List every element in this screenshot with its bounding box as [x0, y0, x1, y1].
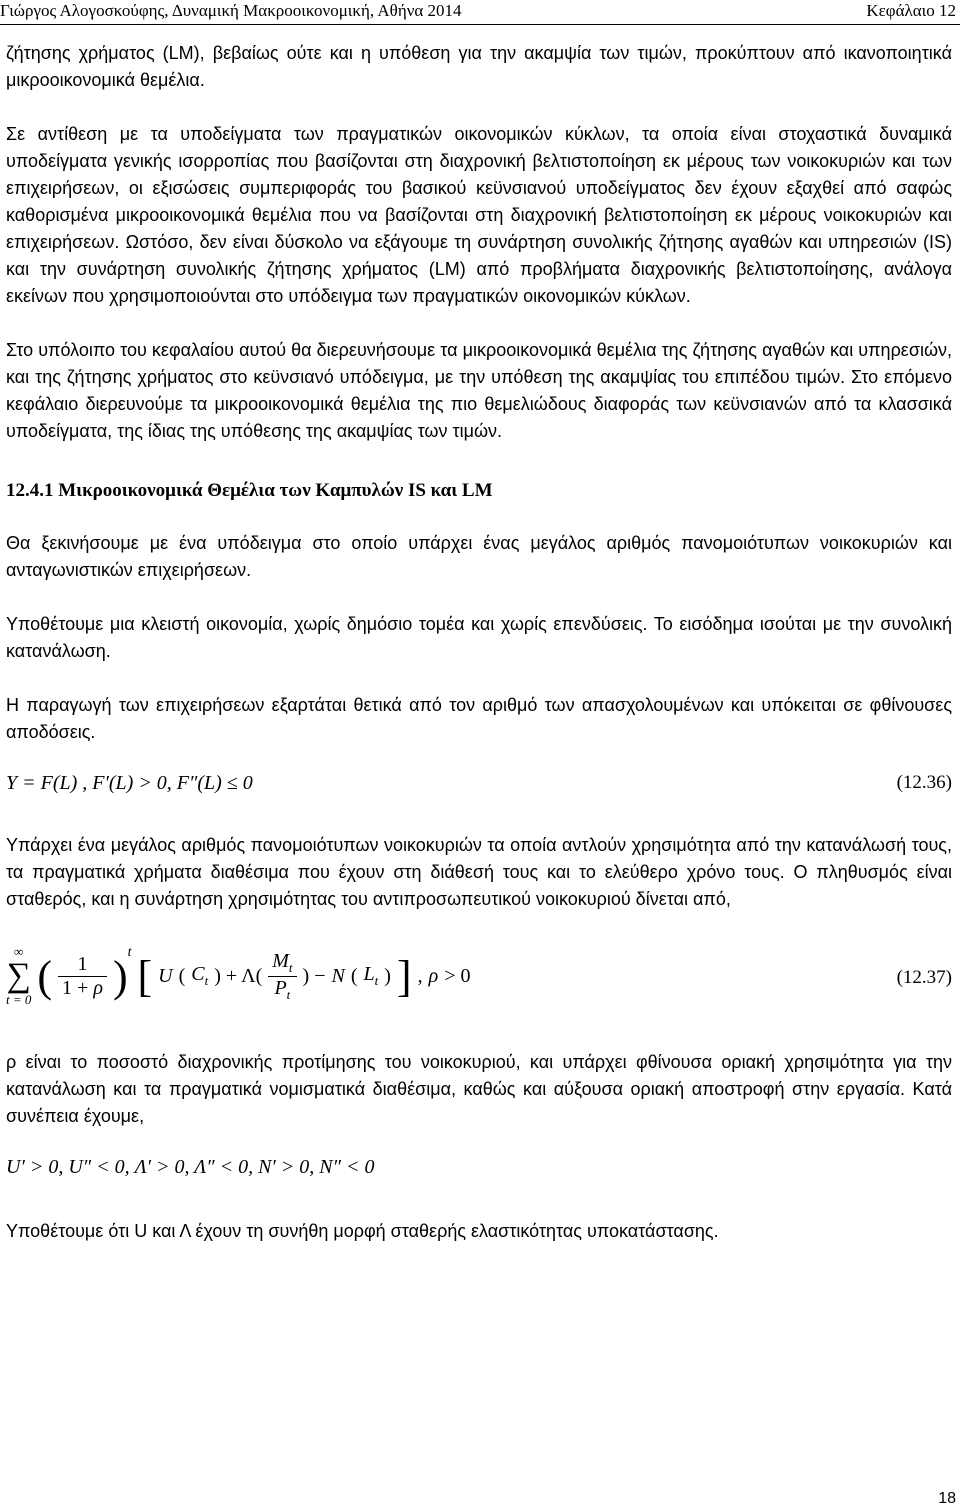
equation-12-36	[6, 772, 952, 806]
paragraph-continuation: ζήτησης χρήματος (LM), βεβαίως ούτε και η υπόθεση για την ακαμψία των τιμών, προκύπτουν από ικανοποιητικά μικροοικονομικά θεμέλια.	[6, 43, 952, 90]
equation-12-37	[6, 939, 952, 1029]
page-body	[6, 40, 952, 1245]
paragraph-households: Υπάρχει ένα μεγάλος αριθμός πανομοιότυπων νοικοκυριών τα οποία αντλούν χρησιμότητα από την κατανάλωσή τους, τα πραγματικά χρήματα διαθέσιμα που έχουν στη διάθεσή τους και το ελεύθερο χρόνο τους. Ο πληθυσμός είναι σταθερός, και η συνάρτηση χρησιμότητας του αντιπροσωπευτικού νοικοκυριού δίνεται από,	[6, 835, 952, 909]
paragraph-production: Η παραγωγή των επιχειρήσεων εξαρτάται θετικά από τον αριθμό των απασχολουμένων και υπόκειται σε φθίνουσες αποδόσεις.	[6, 695, 952, 742]
header-rule	[0, 24, 960, 25]
discount-factor: $\frac{1}{1 + \rho}$	[58, 953, 107, 1000]
paragraph-chapter-plan: Στο υπόλοιπο του κεφαλαίου αυτού θα διερευνήσουμε τα μικροοικονομικά θεμέλια της ζήτησης αγαθών και υπηρεσιών, και της ζήτησης χρήματος στο κεϋνσιανό υπόδειγμα, με την υπόθεση της ακαμψίας του επιπέδου τιμών. Στο επόμενο κεφάλαιο διερευνούμε τα μικροοικονομικά θεμέλια της πιο θεμελιώδους διαφοράς των κεϋνσιανών από τα κλασσικά υποδείγματα, της ίδιας της υπόθεσης της ακαμψίας των τιμών.	[6, 340, 952, 441]
paragraph-closed-economy: Υποθέτουμε μια κλειστή οικονομία, χωρίς δημόσιο τομέα και χωρίς επενδύσεις. Το εισόδημα ισούται με την συνολική κατανάλωση.	[6, 614, 952, 661]
page-header	[0, 0, 960, 22]
header-chapter: Κεφάλαιο 12	[866, 1, 956, 20]
paragraph-model-setup: Θα ξεκινήσουμε με ένα υπόδειγμα στο οποίο υπάρχει ένας μεγάλος αριθμός πανομοιότυπων νοικοκυριών και ανταγωνιστικών επιχειρήσεων.	[6, 533, 952, 580]
paragraph-preferences: ρ είναι το ποσοστό διαχρονικής προτίμησης του νοικοκυριού, και υπάρχει φθίνουσα οριακή χρησιμότητα για την κατανάλωση και τα πραγματικά νομισματικά διαθέσιμα, καθώς και αύξουσα οριακή αποστροφή στην εργασία. Κατά συνέπεια έχουμε,	[6, 1052, 952, 1126]
section-heading: 12.4.1 Μικροοικονομικά Θεμέλια των Καμπυλών IS και LM	[6, 480, 493, 501]
real-money-balances: $\frac{M_t}{P_t}$	[268, 950, 296, 1003]
equation-number-12-37: (12.37)	[896, 967, 952, 988]
derivative-conditions: U′ > 0, U″ < 0, Λ′ > 0, Λ″ < 0, N′ > 0, N″ < 0	[6, 1156, 375, 1178]
production-function: Y = F(L) , F′(L) > 0, F″(L) ≤ 0	[6, 772, 253, 794]
page-number: 18	[938, 1490, 956, 1507]
equation-derivative-signs	[6, 1156, 952, 1190]
summation-sign: ∞ ∑ t = 0	[6, 944, 32, 1007]
header-author-title: Γιώργος Αλογοσκούφης, Δυναμική Μακροοικονομική, Αθήνα 2014	[0, 1, 462, 20]
equation-number-12-36: (12.36)	[896, 772, 952, 793]
paragraph-ces-form: Υποθέτουμε ότι U και Λ έχουν τη συνήθη μορφή σταθερής ελαστικότητας υποκατάστασης.	[6, 1221, 719, 1241]
utility-function: ∞ ∑ t = 0 ( $\frac{1}{1 + \rho}$ ) $^t$ [ U ( $C_t$ ) + Λ( $\frac{M_t}{P_t}$ ) − N ( $L_t$ ) ] , ρ > 0	[6, 944, 471, 1007]
paragraph-rbc-contrast: Σε αντίθεση με τα υποδείγματα των πραγματικών οικονομικών κύκλων, τα οποία είναι στοχαστικά δυναμικά υποδείγματα γενικής ισορροπίας που βασίζονται στη διαχρονική βελτιστοποίηση εκ μέρους των νοικοκυριών και των επιχειρήσεων, οι εξισώσεις συμπεριφοράς του βασικού κεϋνσιανού υποδείγματος δεν έχουν εξαχθεί από σαφώς καθορισμένα μικροοικονομικά θεμέλια που να βασίζονται στη διαχρονική βελτιστοποίηση εκ μέρους νοικοκυριών και επιχειρήσεων. Ωστόσο, δεν είναι δύσκολο να εξάγουμε τη συνάρτηση συνολικής ζήτησης αγαθών και υπηρεσιών (IS) και την συνάρτηση συνολικής ζήτησης χρήματος (LM) από προβλήματα διαχρονικής βελτιστοποίησης, ανάλογα εκείνων που χρησιμοποιούνται στο υπόδειγμα των πραγματικών οικονομικών κύκλων.	[6, 124, 952, 306]
